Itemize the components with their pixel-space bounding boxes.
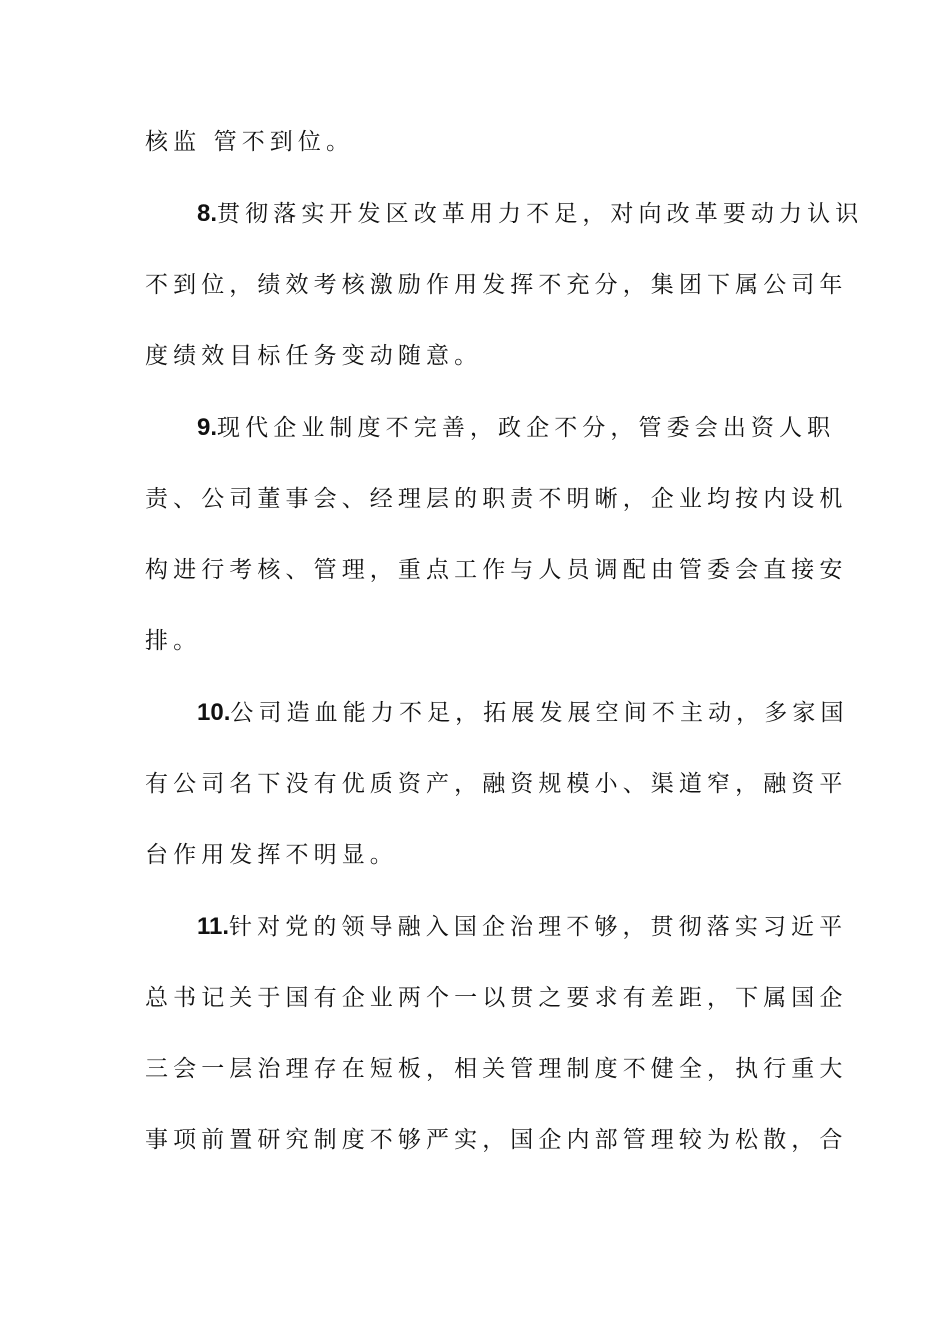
text-line: 总书记关于国有企业两个一以贯之要求有差距，下属国企 [145,985,848,1011]
text-line: 台作用发挥不明显。 [145,842,398,868]
item-number: 11. [197,913,230,940]
paragraph-item-9 [145,392,848,677]
text-line: 10.公司造血能力不足，拓展发展空间不主动，多家国 [197,699,849,726]
text-line: 责、公司董事会、经理层的职责不明晰，企业均按内设机 [145,486,848,512]
text-line: 9.现代企业制度不完善，政企不分，管委会出资人职 [197,414,836,441]
item-number: 8. [197,200,218,227]
text-line: 有公司名下没有优质资产，融资规模小、渠道窄，融资平 [145,771,848,797]
text-line: 11.针对党的领导融入国企治理不够，贯彻落实习近平 [197,913,848,940]
text-line: 核监 管不到位。 [145,129,355,155]
document-page [145,125,864,1176]
text-line: 排。 [145,628,202,654]
text-line: 度绩效目标任务变动随意。 [145,343,483,369]
text-line: 三会一层治理存在短板，相关管理制度不健全，执行重大 [145,1056,848,1082]
paragraph-item-10 [145,677,849,891]
text-line: 不到位，绩效考核激励作用发挥不充分，集团下属公司年 [145,272,848,298]
paragraph-continuation [145,107,807,178]
text-line: 事项前置研究制度不够严实，国企内部管理较为松散，合 [145,1127,848,1153]
item-number: 10. [197,699,231,726]
paragraph-item-8 [145,178,864,392]
paragraph-item-11 [145,891,848,1176]
item-number: 9. [197,414,218,441]
text-line: 构进行考核、管理，重点工作与人员调配由管委会直接安 [145,557,848,583]
text-line: 8.贯彻落实开发区改革用力不足，对向改革要动力认识 [197,200,864,227]
